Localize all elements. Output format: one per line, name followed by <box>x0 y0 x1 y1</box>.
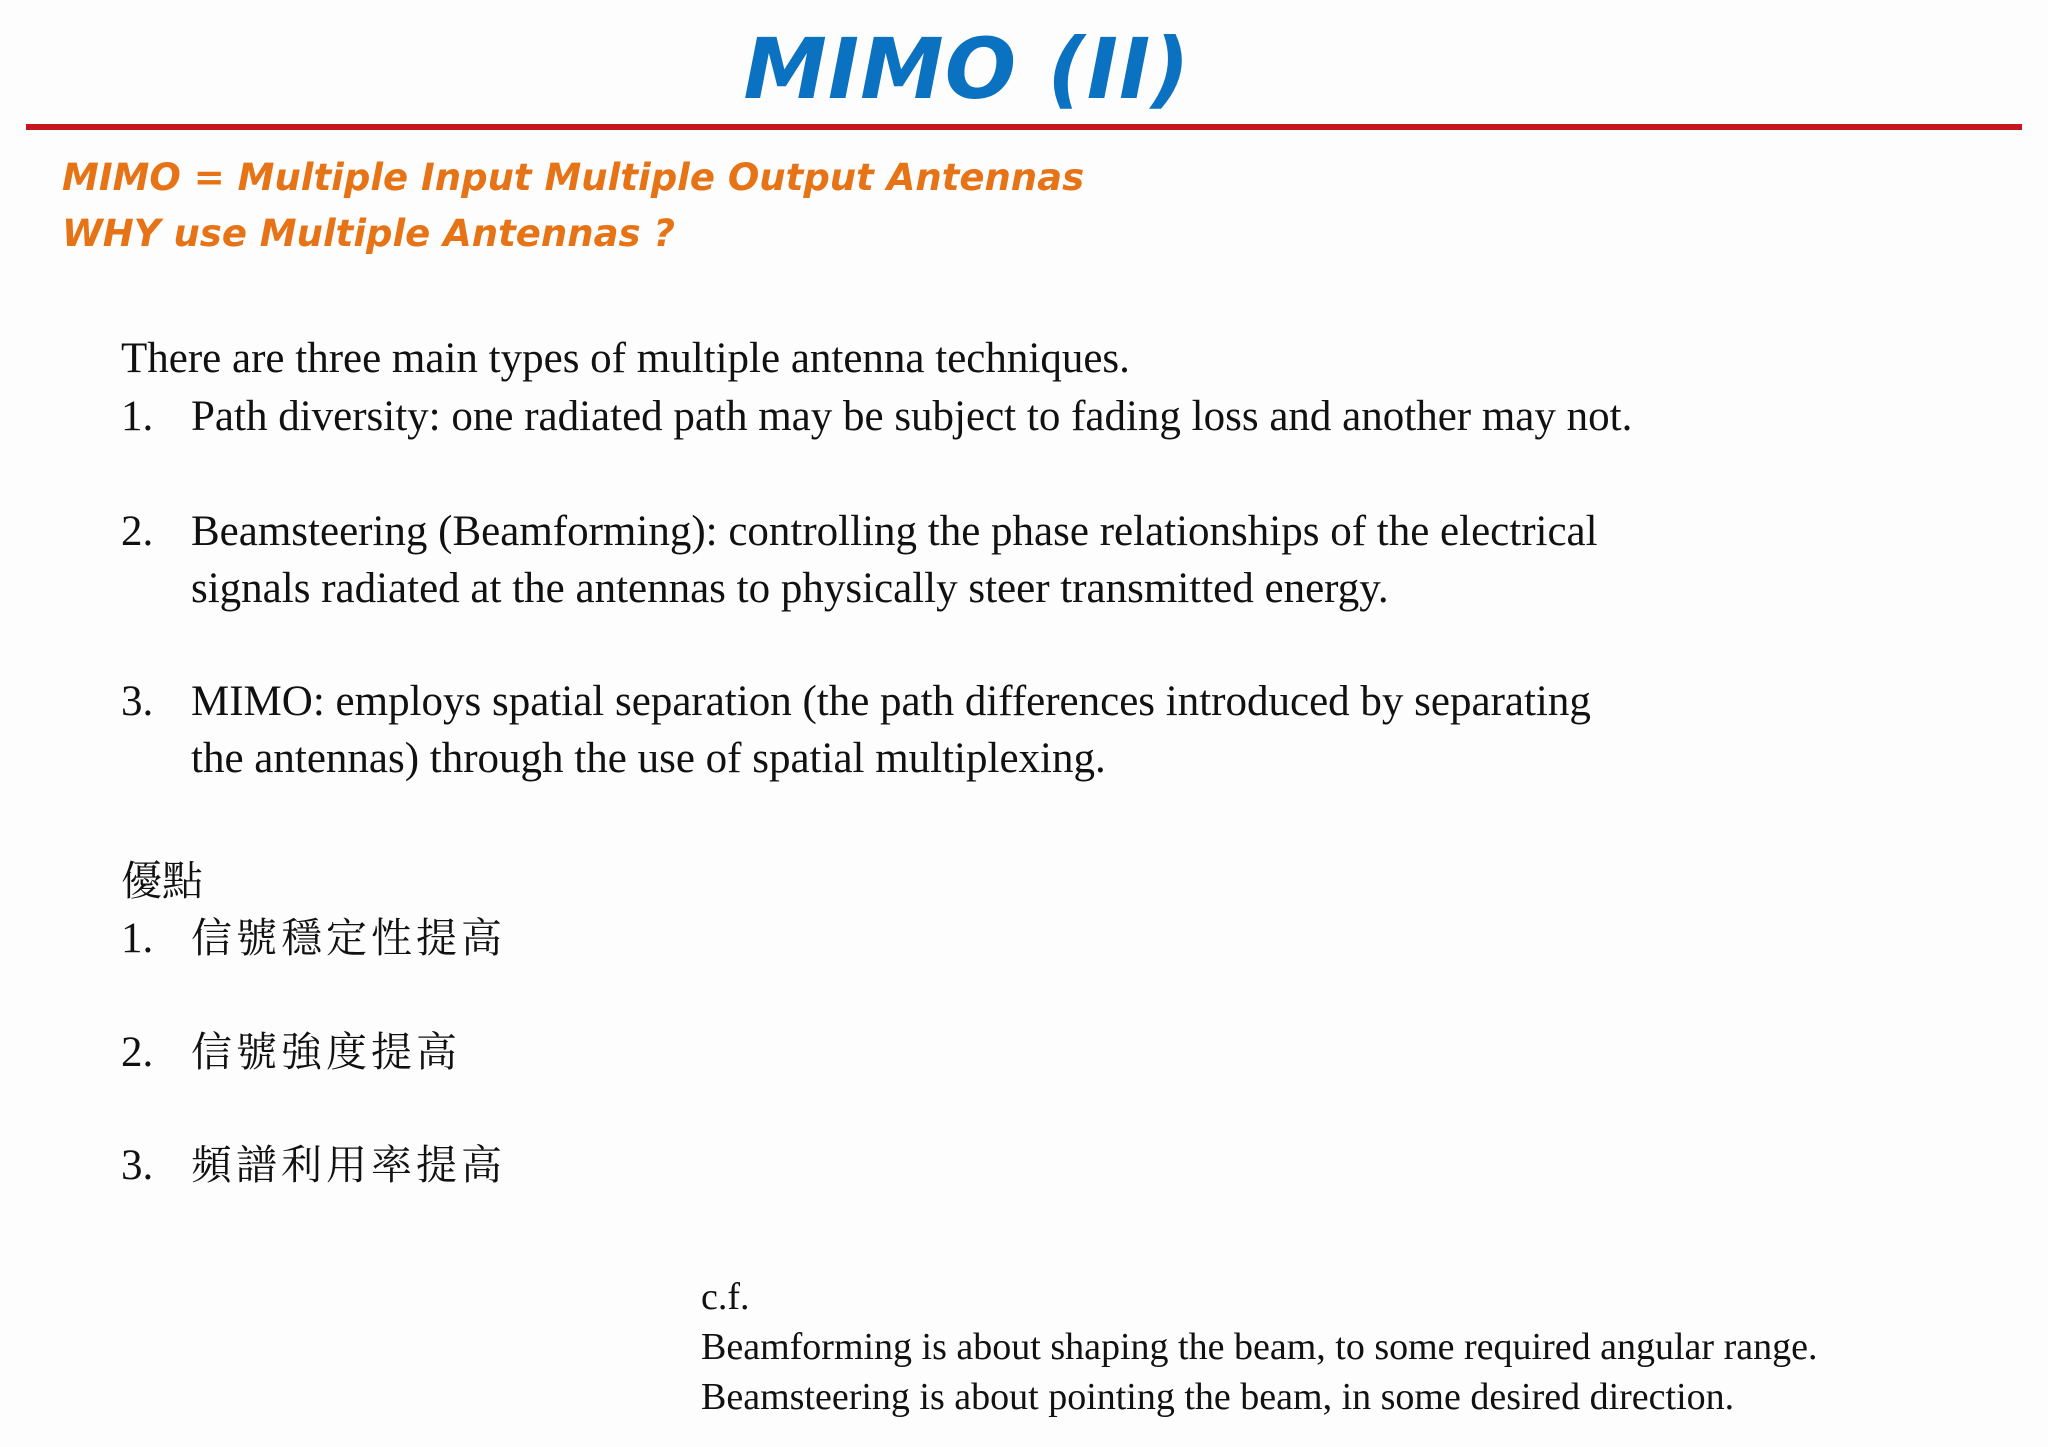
technique-line: the antennas) through the use of spatial multiplexing. <box>191 735 1106 782</box>
advantage-number: 3. <box>121 1142 154 1189</box>
advantages-heading: 優點 <box>121 857 203 905</box>
technique-text <box>191 503 1598 617</box>
technique-text <box>191 673 1591 787</box>
subtitle-line-1: MIMO = Multiple Input Multiple Output Antennas <box>62 156 1085 199</box>
comparison-note <box>701 1272 1817 1422</box>
technique-line: Beamsteering (Beamforming): controlling the phase relationships of the electrical <box>191 508 1598 555</box>
technique-text <box>191 388 1632 445</box>
advantage-number: 1. <box>121 915 154 962</box>
subtitle-line-2: WHY use Multiple Antennas ? <box>62 212 675 255</box>
note-line: c.f. <box>701 1276 750 1318</box>
advantage-text: 頻譜利用率提高 <box>191 1141 506 1189</box>
advantage-text: 信號穩定性提高 <box>191 914 506 962</box>
intro-text: There are three main types of multiple antenna techniques. <box>121 335 1130 382</box>
technique-number: 1. <box>121 393 154 440</box>
technique-line: signals radiated at the antennas to physically steer transmitted energy. <box>191 565 1389 612</box>
title-divider <box>26 124 2022 130</box>
advantage-number: 2. <box>121 1029 154 1076</box>
technique-number: 3. <box>121 678 154 725</box>
technique-number: 2. <box>121 508 154 555</box>
advantage-text: 信號強度提高 <box>191 1028 461 1076</box>
technique-line: MIMO: employs spatial separation (the path differences introduced by separating <box>191 678 1591 725</box>
note-line: Beamsteering is about pointing the beam, in some desired direction. <box>701 1376 1735 1418</box>
note-line: Beamforming is about shaping the beam, to some required angular range. <box>701 1326 1818 1368</box>
technique-line: Path diversity: one radiated path may be subject to fading loss and another may not. <box>191 393 1633 440</box>
slide-title: MIMO (II) <box>743 20 1191 118</box>
